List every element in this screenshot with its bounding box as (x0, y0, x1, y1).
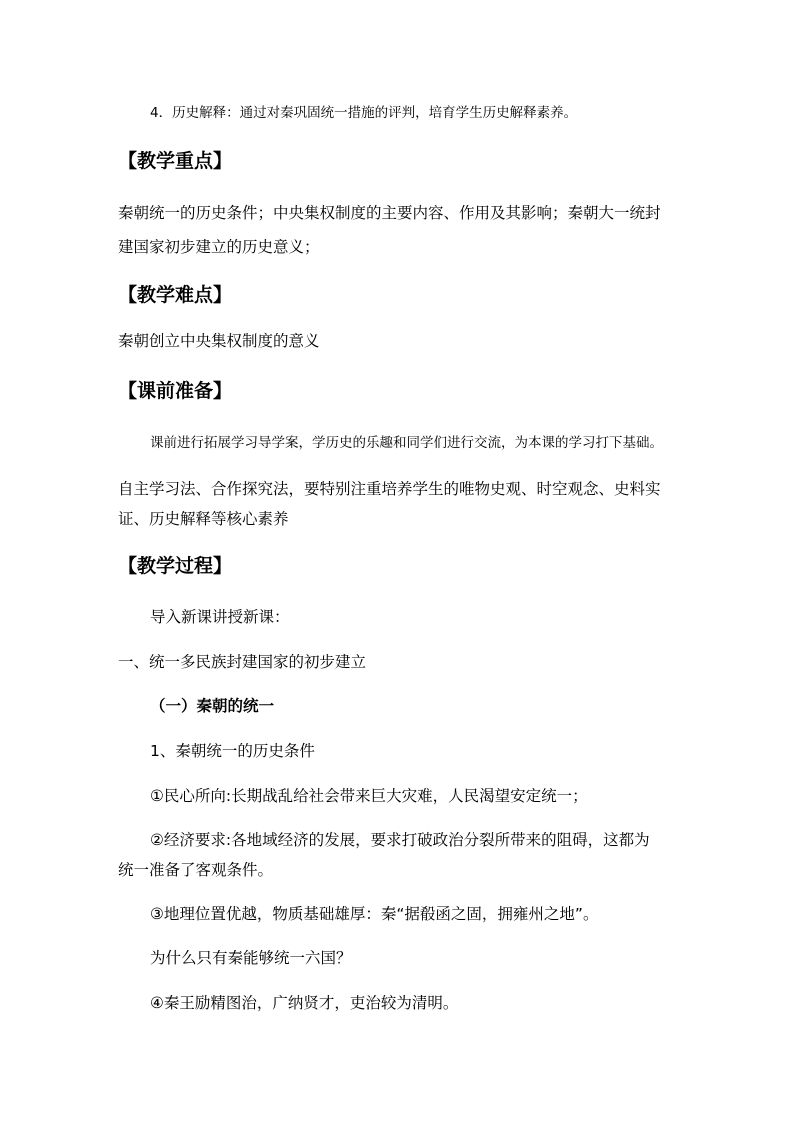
section-1-title: 一、统一多民族封建国家的初步建立 (118, 653, 367, 671)
heading-key-points: 【教学重点】 (118, 150, 233, 172)
condition-3: ③地理位置优越，物质基础雄厚：秦“据殽函之固，拥雍州之地”。 (150, 905, 599, 923)
condition-4: ④秦王励精图治，广纳贤才，吏治较为清明。 (150, 994, 459, 1012)
condition-1: ①民心所向:长期战乱给社会带来巨大灾难，人民渴望安定统一； (150, 787, 588, 805)
subsection-1-title: （一）秦朝的统一 (150, 697, 275, 715)
item-1-title: 1、秦朝统一的历史条件 (150, 742, 315, 760)
key-points-line-1: 秦朝统一的历史条件；中央集权制度的主要内容、作用及其影响；秦朝大一统封 (118, 204, 661, 222)
preparation-line-2: 自主学习法、合作探究法，要特别注重培养学生的唯物史观、时空观念、史料实 (118, 480, 661, 498)
preparation-line-1: 课前进行拓展学习导学案，学历史的乐趣和同学们进行交流，为本课的学习打下基础。 (150, 435, 663, 451)
difficulties-text: 秦朝创立中央集权制度的意义 (118, 332, 320, 350)
preparation-line-3: 证、历史解释等核心素养 (118, 510, 289, 528)
heading-preparation: 【课前准备】 (118, 380, 233, 402)
heading-difficulties: 【教学难点】 (118, 284, 233, 306)
condition-2-line-2: 统一准备了客观条件。 (118, 861, 274, 879)
question-text: 为什么只有秦能够统一六国？ (150, 949, 352, 967)
intro-text: 导入新课讲授新课： (150, 608, 290, 626)
objective-4: 4．历史解释：通过对秦巩固统一措施的评判，培育学生历史解释素养。 (150, 105, 578, 121)
key-points-line-2: 建国家初步建立的历史意义； (118, 238, 320, 256)
heading-process: 【教学过程】 (118, 555, 233, 577)
condition-2-line-1: ②经济要求:各地域经济的发展，要求打破政治分裂所带来的阻碍，这都为 (150, 831, 650, 849)
